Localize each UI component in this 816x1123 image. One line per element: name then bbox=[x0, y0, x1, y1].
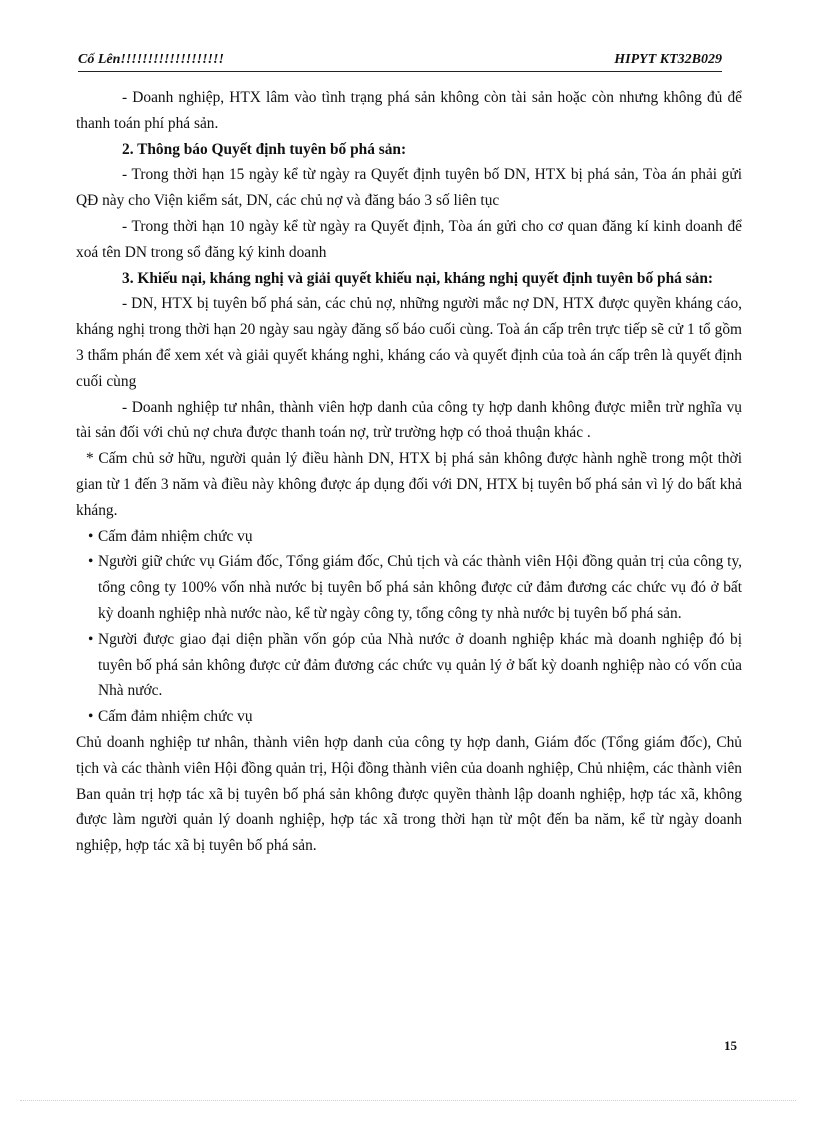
header-rule bbox=[78, 71, 722, 72]
bullet-item bbox=[76, 627, 742, 704]
bullet-item bbox=[76, 524, 742, 550]
header-left-text: Cố Lên!!!!!!!!!!!!!!!!!!! bbox=[78, 52, 224, 67]
paragraph: - DN, HTX bị tuyên bố phá sản, các chủ nợ, những người mắc nợ DN, HTX được quyền kháng cáo, kháng nghị trong thời hạn 20 ngày sau ngày đăng số báo cuối cùng. Toà án cấp trên trực tiếp sẽ cử 1 tổ gồm 3 thẩm phán để xem xét và giải quyết kháng nghi, kháng cáo và quyết định của toà án cấp trên là quyết định cuối cùng bbox=[76, 295, 742, 390]
bullet-text: Người giữ chức vụ Giám đốc, Tổng giám đốc, Chủ tịch và các thành viên Hội đồng quản trị của công ty, tổng công ty 100% vốn nhà nước bị tuyên bố phá sản không được cử đảm đương các chức vụ đó ở bất kỳ doanh nghiệp nhà nước nào, kể từ ngày công ty, tổng công ty nhà nước bị tuyên bố phá sản. bbox=[98, 553, 742, 622]
paragraph: - Trong thời hạn 15 ngày kể từ ngày ra Quyết định tuyên bố DN, HTX bị phá sản, Tòa án phải gửi QĐ này cho Viện kiểm sát, DN, các chủ nợ và đăng báo 3 số liên tục bbox=[76, 166, 742, 210]
page-number: 15 bbox=[724, 1038, 737, 1053]
bullet-icon: • bbox=[88, 527, 94, 545]
paragraph: - Doanh nghiệp tư nhân, thành viên hợp danh của công ty hợp danh không được miễn trừ nghĩa vụ tài sản đối với chủ nợ chưa được thanh toán nợ, trừ trường hợp có thoả thuận khác . bbox=[76, 398, 742, 442]
bullet-icon: • bbox=[88, 708, 94, 726]
bullet-icon: • bbox=[88, 553, 94, 571]
paragraph: * Cấm chủ sở hữu, người quản lý điều hành DN, HTX bị phá sản không được hành nghề trong một thời gian từ 1 đến 3 năm và điều này không được áp dụng đối với DN, HTX bị tuyên bố phá sản vì lý do bất khả kháng. bbox=[76, 450, 742, 519]
paragraph: - Doanh nghiệp, HTX lâm vào tình trạng phá sản không còn tài sản hoặc còn nhưng không đủ để thanh toán phí phá sản. bbox=[76, 89, 742, 132]
footer-divider bbox=[20, 1100, 796, 1101]
document-body bbox=[76, 85, 742, 859]
bullet-item bbox=[76, 549, 742, 626]
page-header bbox=[78, 52, 722, 72]
header-right-text: HIPYT KT32B029 bbox=[614, 52, 722, 67]
bullet-icon: • bbox=[88, 630, 94, 648]
bullet-text: Người được giao đại diện phần vốn góp của Nhà nước ở doanh nghiệp khác mà doanh nghiệp đó bị tuyên bố phá sản không được cử đảm đương các chức vụ quản lý ở bất kỳ doanh nghiệp nào có vốn của Nhà nước. bbox=[98, 630, 742, 700]
bullet-text: Cấm đảm nhiệm chức vụ bbox=[98, 708, 253, 726]
section-heading: 3. Khiếu nại, kháng nghị và giải quyết khiếu nại, kháng nghị quyết định tuyên bố phá sản: bbox=[122, 269, 714, 287]
bullet-item bbox=[76, 704, 742, 730]
section-heading: 2. Thông báo Quyết định tuyên bố phá sản: bbox=[122, 140, 407, 158]
paragraph: - Trong thời hạn 10 ngày kể từ ngày ra Quyết định, Tòa án gửi cho cơ quan đăng kí kinh doanh để xoá tên DN trong sổ đăng ký kinh doanh bbox=[76, 217, 742, 261]
bullet-text: Cấm đảm nhiệm chức vụ bbox=[98, 527, 253, 545]
paragraph: Chủ doanh nghiệp tư nhân, thành viên hợp danh của công ty hợp danh, Giám đốc (Tổng giám đốc), Chủ tịch và các thành viên Hội đồng quản trị, Hội đồng thành viên của doanh nghiệp, Chủ nhiệm, các thành viên Ban quản trị hợp tác xã bị tuyên bố phá sản không được quyền thành lập doanh nghiệp, hợp tác xã, không được làm người quản lý doanh nghiệp, hợp tác xã trong thời hạn từ một đến ba năm, kể từ ngày doanh nghiệp, hợp tác xã bị tuyên bố phá sản. bbox=[76, 733, 742, 855]
